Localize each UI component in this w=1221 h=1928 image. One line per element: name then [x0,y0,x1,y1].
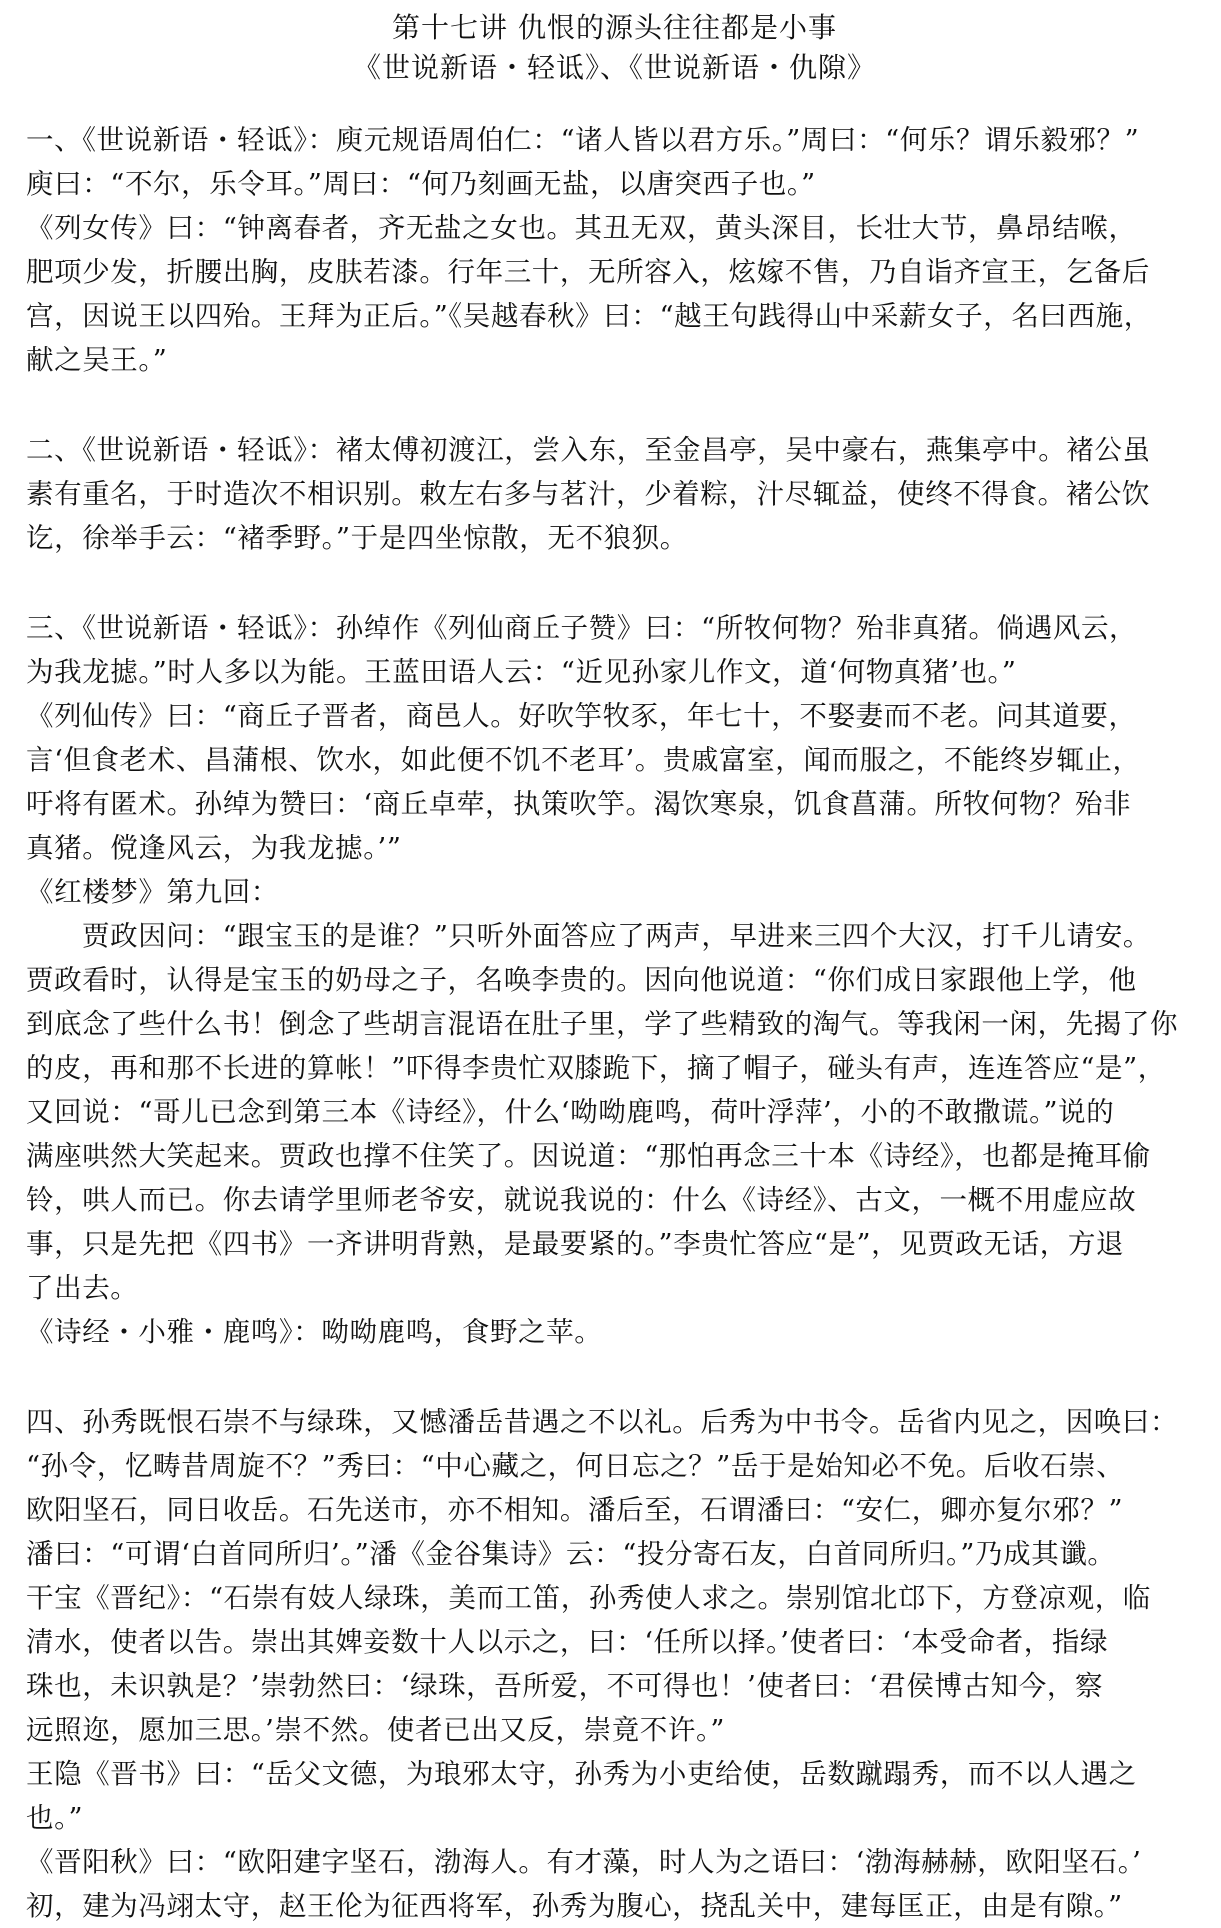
text-line: 满座哄然大笑起来。贾政也撑不住笑了。因说道：“那怕再念三十本《诗经》，也都是掩耳偷 [26,1140,1151,1172]
text-line: 欧阳坚石，同日收岳。石先送市，亦不相知。潘后至，石谓潘曰：“安仁，卿亦复尔邪？” [26,1494,1124,1526]
text-line: 《晋阳秋》曰：“欧阳建字坚石，渤海人。有才藻，时人为之语曰：‘渤海赫赫，欧阳坚石。’ [26,1846,1142,1878]
document-section [26,118,1203,382]
text-line: 到底念了些什么书！倒念了些胡言混语在肚子里，学了些精致的淘气。等我闲一闲，先揭了你 [26,1008,1179,1040]
text-line: 四、孙秀既恨石崇不与绿珠，又憾潘岳昔遇之不以礼。后秀为中书令。岳省内见之，因唤曰： [26,1406,1179,1438]
text-line: 了出去。 [26,1272,139,1304]
document-section [26,428,1203,560]
text-line: 远照迩，愿加三思。’崇不然。使者已出又反，崇竟不许。” [26,1714,725,1746]
document-section [26,1400,1203,1928]
text-line: 一、《世说新语・轻诋》：庾元规语周伯仁：“诸人皆以君方乐。”周曰：“何乐？谓乐毅邪？” [26,124,1140,156]
text-line: 言‘但食老术、昌蒲根、饮水，如此便不饥不老耳’。贵戚富室，闻而服之，不能终岁辄止， [26,744,1141,776]
text-line: 干宝《晋纪》：“石崇有妓人绿珠，美而工笛，孙秀使人求之。崇别馆北邙下，方登凉观，临 [26,1582,1151,1614]
text-line: 贾政看时，认得是宝玉的奶母之子，名唤李贵的。因向他说道：“你们成日家跟他上学，他 [26,964,1137,996]
text-line: 也。” [26,1802,84,1834]
text-line: 三、《世说新语・轻诋》：孙绰作《列仙商丘子赞》曰：“所牧何物？殆非真猪。倘遇风云， [26,612,1138,644]
text-line: 又回说：“哥儿已念到第三本《诗经》，什么‘呦呦鹿鸣，荷叶浮萍’，小的不敢撒谎。”说的 [26,1096,1115,1128]
document-section [26,606,1203,1354]
text-line: 王隐《晋书》曰：“岳父文德，为琅邪太守，孙秀为小吏给使，岳数蹴蹋秀，而不以人遇之 [26,1758,1137,1790]
document-body [26,118,1203,1928]
text-line: 珠也，未识孰是？’崇勃然曰：‘绿珠，吾所爱，不可得也！’使者曰：‘君侯博古知今，察 [26,1670,1104,1702]
text-line: “孙令，忆畴昔周旋不？”秀曰：“中心藏之，何日忘之？”岳于是始知必不免。后收石崇、 [26,1450,1125,1482]
text-line: 献之吴王。” [26,344,168,376]
text-line: 贾政因问：“跟宝玉的是谁？”只听外面答应了两声，早进来三四个大汉，打千儿请安。 [82,920,1152,952]
lecture-subtitle: 《世说新语・轻诋》、《世说新语・仇隙》 [352,51,876,84]
text-line: 清水，使者以告。崇出其婢妾数十人以示之，曰：‘任所以择。’使者曰：‘本受命者，指绿 [26,1626,1109,1658]
text-line: 初，建为冯翊太守，赵王伦为征西将军，孙秀为腹心，挠乱关中，建每匡正，由是有隙。” [26,1890,1123,1922]
text-line: 吁将有匿术。孙绰为赞曰：‘商丘卓荦，执策吹竽。渴饮寒泉，饥食菖蒲。所牧何物？殆非 [26,788,1132,820]
lecture-title: 第十七讲 仇恨的源头往往都是小事 [392,11,837,44]
text-line: 真猪。傥逢风云，为我龙摅。’” [26,832,402,864]
text-line: 讫，徐举手云：“褚季野。”于是四坐惊散，无不狼狈。 [26,522,688,554]
text-line: 《诗经・小雅・鹿鸣》：呦呦鹿鸣，食野之苹。 [26,1316,603,1348]
text-line: 素有重名，于时造次不相识别。敕左右多与茗汁，少着粽，汁尽辄益，使终不得食。褚公饮 [26,478,1150,510]
text-line: 《列仙传》曰：“商丘子晋者，商邑人。好吹竽牧豕，年七十，不娶妻而不老。问其道要， [26,700,1137,732]
text-line: 宫，因说王以四殆。王拜为正后。”《吴越春秋》曰：“越王句践得山中采薪女子，名曰西施， [26,300,1152,332]
text-line: 铃，哄人而已。你去请学里师老爷安，就说我说的：什么《诗经》、古文，一概不用虚应故 [26,1184,1137,1216]
text-line: 二、《世说新语・轻诋》：褚太傅初渡江，尝入东，至金昌亭，吴中豪右，燕集亭中。褚公虽 [26,434,1151,466]
text-line: 庾曰：“不尔，乐令耳。”周曰：“何乃刻画无盐，以唐突西子也。” [26,168,816,200]
text-line: 为我龙摅。”时人多以为能。王蓝田语人云：“近见孙家儿作文，道‘何物真猪’也。” [26,656,1017,688]
text-line: 的皮，再和那不长进的算帐！”吓得李贵忙双膝跪下，摘了帽子，碰头有声，连连答应“是”， [26,1052,1166,1084]
text-line: 《红楼梦》第九回： [26,876,279,908]
text-line: 肥项少发，折腰出胸，皮肤若漆。行年三十，无所容入，炫嫁不售，乃自诣齐宣王，乞备后 [26,256,1150,288]
text-line: 《列女传》曰：“钟离春者，齐无盐之女也。其丑无双，黄头深目，长壮大节，鼻昂结喉， [26,212,1137,244]
text-line: 潘曰：“可谓‘白首同所归’。”潘《金谷集诗》云：“投分寄石友，白首同所归。”乃成其谶。 [26,1538,1116,1570]
text-line: 事，只是先把《四书》一齐讲明背熟，是最要紧的。”李贵忙答应“是”，见贾政无话，方退 [26,1228,1125,1260]
